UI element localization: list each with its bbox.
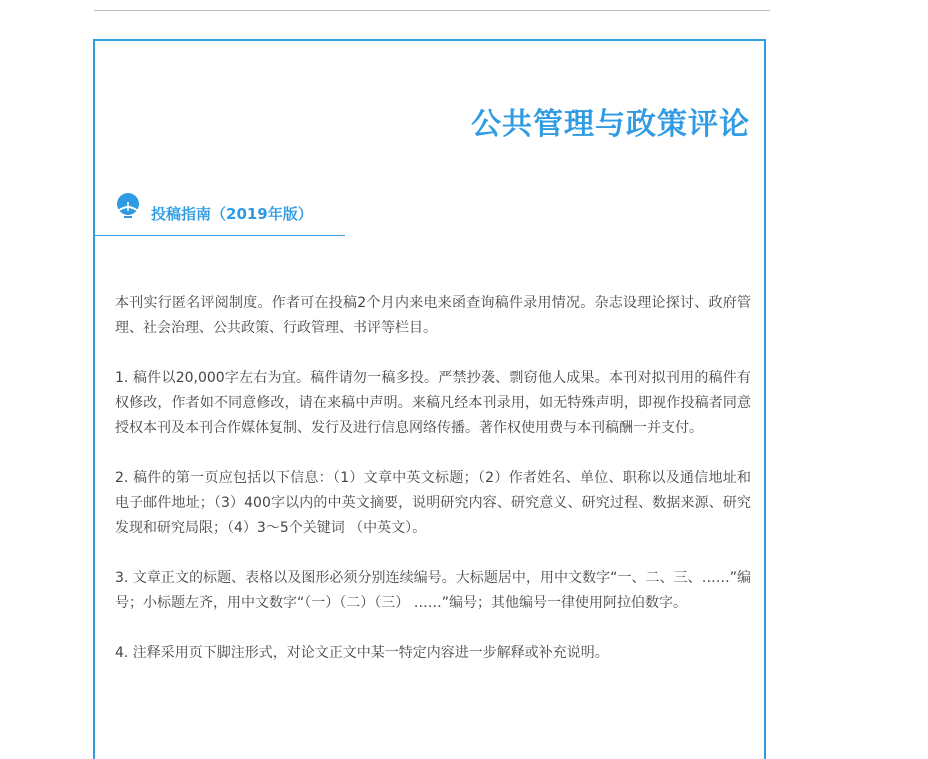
guideline-item-4: 4. 注释采用页下脚注形式，对论文正文中某一特定内容进一步解释或补充说明。: [115, 645, 609, 661]
guideline-item-3: 3. 文章正文的标题、表格以及图形必须分别连续编号。大标题居中，用中文数字“一、二、三、……”编号；小标题左齐，用中文数字“（一）（二）（三） ……”编号；其他编号一律使用阿拉伯数字。: [115, 570, 751, 611]
section-header: [95, 191, 345, 237]
top-divider: [94, 10, 770, 11]
journal-title: 公共管理与政策评论: [471, 107, 750, 142]
badge-icon: [115, 193, 141, 219]
section-title: 投稿指南（2019年版）: [151, 205, 313, 223]
intro-paragraph: 本刊实行匿名评阅制度。作者可在投稿2个月内来电来函查询稿件录用情况。杂志设理论探讨、政府管理、社会治理、公共政策、行政管理、书评等栏目。: [115, 295, 751, 336]
guideline-item-2: 2. 稿件的第一页应包括以下信息：（1）文章中英文标题；（2）作者姓名、单位、职称以及通信地址和电子邮件地址；（3）400字以内的中英文摘要，说明研究内容、研究意义、研究过程、数据来源、研究发现和研究局限；（4）3～5个关键词 （中英文）。: [115, 470, 751, 536]
section-underline: [95, 235, 345, 236]
article-card: [93, 39, 766, 759]
guidelines-body: [115, 291, 751, 691]
guideline-item-1: 1. 稿件以20,000字左右为宜。稿件请勿一稿多投。严禁抄袭、剽窃他人成果。本刊对拟刊用的稿件有权修改，作者如不同意修改，请在来稿中声明。来稿凡经本刊录用，如无特殊声明，即视作投稿者同意授权本刊及本刊合作媒体复制、发行及进行信息网络传播。著作权使用费与本刊稿酬一并支付。: [115, 370, 751, 436]
